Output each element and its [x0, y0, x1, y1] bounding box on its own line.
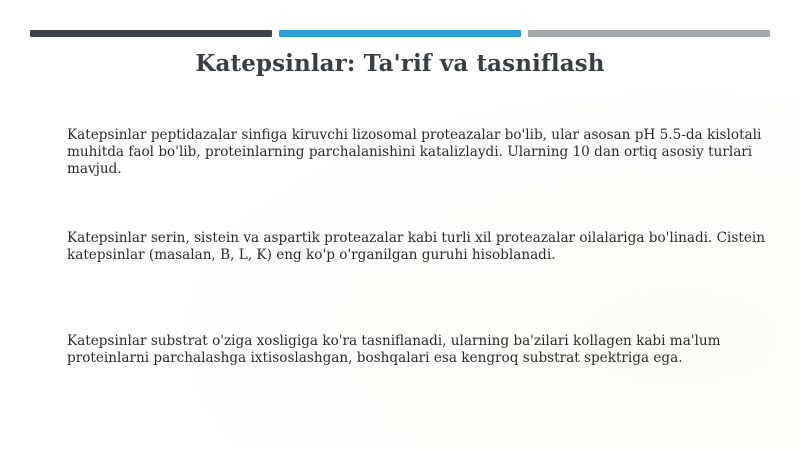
paragraph-families: Katepsinlar serin, sistein va aspartik proteazalar kabi turli xil proteazalar oilalariga bo'linadi. Cistein katepsinlar (masalan, B, L, K) eng ko'p o'rganilgan guruhi hisoblanadi. [67, 230, 765, 263]
slide-title: Katepsinlar: Ta'rif va tasniflash [195, 50, 605, 77]
header-bar-gray [528, 30, 770, 37]
paragraph-definition: Katepsinlar peptidazalar sinfiga kiruvchi lizosomal proteazalar bo'lib, ular asosan pH 5.5-da kislotali muhitda faol bo'lib, proteinlarning parchalanishini katalizlaydi. Ularning 10 dan ortiq asosiy turlari mavjud. [67, 127, 762, 177]
paragraph-substrate: Katepsinlar substrat o'ziga xosligiga ko'ra tasniflanadi, ularning ba'zilari kollagen kabi ma'lum proteinlarni parchalashga ixtisoslashgan, boshqalari esa kengroq substrat spektriga ega. [67, 333, 721, 366]
header-bar-blue [279, 30, 521, 37]
header-bar-dark [30, 30, 272, 37]
